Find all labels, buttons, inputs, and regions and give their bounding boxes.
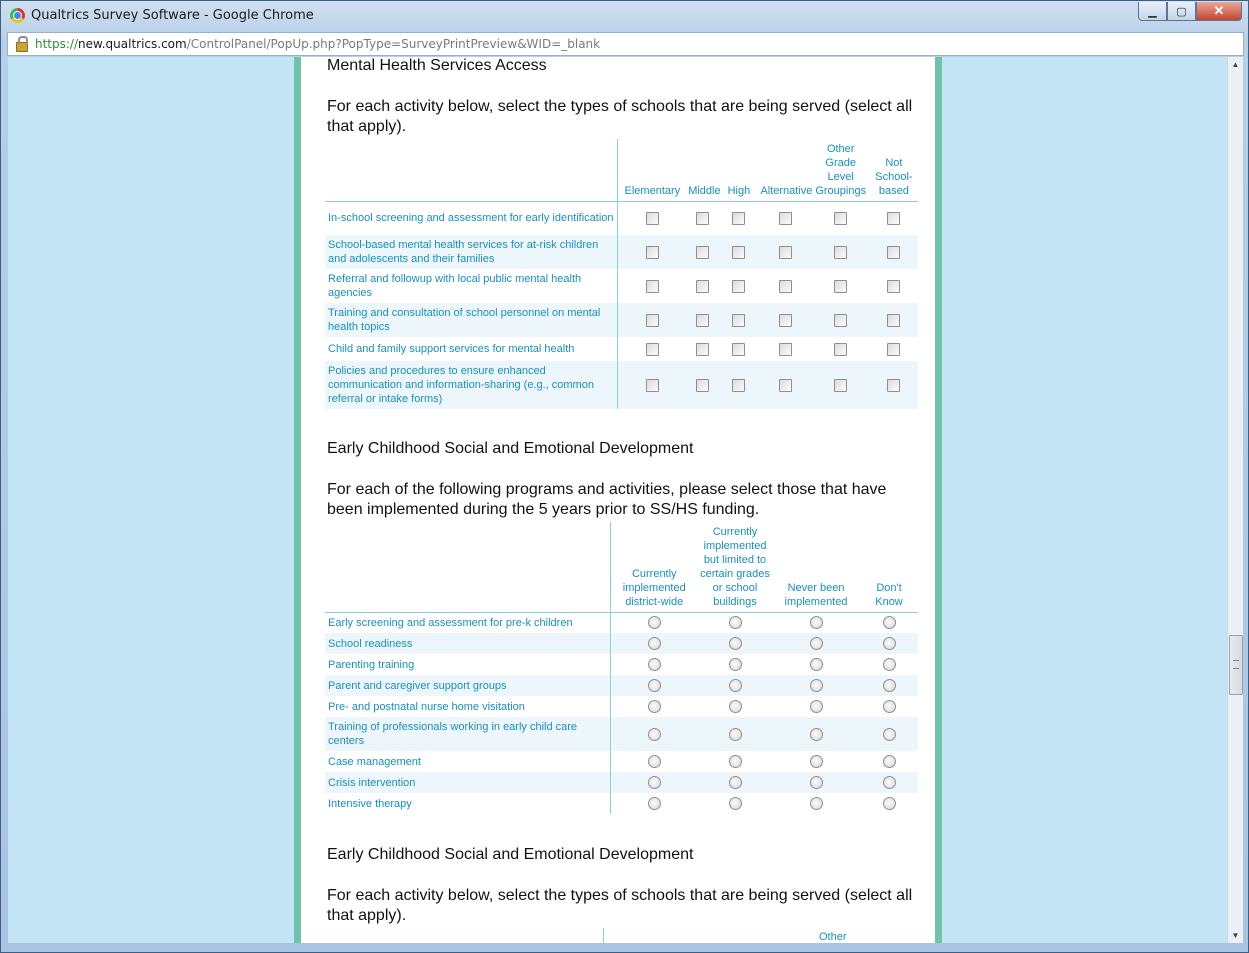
radio-button[interactable] (648, 728, 661, 741)
radio-button[interactable] (883, 755, 896, 768)
radio-button[interactable] (883, 700, 896, 713)
checkbox[interactable] (834, 314, 847, 327)
matrix-cell (686, 337, 719, 361)
matrix-row (325, 303, 918, 337)
matrix-cell (610, 612, 698, 633)
matrix-cell (860, 633, 918, 654)
matrix-cell (610, 751, 698, 772)
radio-button[interactable] (729, 637, 742, 650)
row-label: Early screening and assessment for pre-k children (325, 612, 610, 633)
matrix-row (325, 696, 918, 717)
matrix-cell (870, 235, 918, 269)
matrix-cell (758, 361, 811, 409)
matrix-cell (610, 696, 698, 717)
checkbox[interactable] (646, 343, 659, 356)
matrix-row (325, 201, 918, 235)
title-bar[interactable] (1, 1, 1248, 31)
row-label: Policies and procedures to ensure enhanced communication and information-sharing (e.g., common referral or intake forms) (325, 361, 618, 409)
radio-button[interactable] (883, 797, 896, 810)
radio-button[interactable] (648, 637, 661, 650)
matrix-cell (618, 201, 686, 235)
matrix-cell (758, 235, 811, 269)
checkbox[interactable] (646, 314, 659, 327)
matrix-cell (812, 235, 870, 269)
scroll-up-arrow-icon[interactable]: ▲ (1231, 60, 1240, 69)
radio-button[interactable] (729, 616, 742, 629)
matrix-cell (772, 612, 860, 633)
radio-button[interactable] (810, 637, 823, 650)
matrix-cell (870, 303, 918, 337)
url-path: /ControlPanel/PopUp.php?PopType=SurveyPrintPreview&WID=_blank (186, 37, 601, 51)
checkbox[interactable] (696, 379, 709, 392)
vertical-scrollbar[interactable] (1227, 57, 1243, 943)
matrix-cell (812, 337, 870, 361)
matrix-cell (860, 717, 918, 751)
checkbox[interactable] (887, 280, 900, 293)
matrix-cell (686, 361, 719, 409)
matrix-cell (698, 751, 772, 772)
matrix-cell (860, 612, 918, 633)
checkbox[interactable] (834, 379, 847, 392)
lock-icon (16, 42, 28, 52)
checkbox[interactable] (732, 314, 745, 327)
radio-button[interactable] (729, 728, 742, 741)
radio-button[interactable] (883, 616, 896, 629)
checkbox[interactable] (732, 379, 745, 392)
checkbox[interactable] (696, 343, 709, 356)
url-host: new.qualtrics.com (78, 37, 187, 51)
matrix-row (325, 361, 918, 409)
matrix-cell (698, 772, 772, 793)
matrix-cell (860, 654, 918, 675)
radio-button[interactable] (883, 658, 896, 671)
radio-button[interactable] (810, 679, 823, 692)
column-header: Don't Know (860, 522, 918, 612)
row-label: Crisis intervention (325, 772, 610, 793)
matrix-cell (812, 303, 870, 337)
matrix-cell (812, 201, 870, 235)
matrix-cell (758, 303, 811, 337)
row-label: Parent and caregiver support groups (325, 675, 610, 696)
matrix-cell (686, 201, 719, 235)
section-title: Early Childhood Social and Emotional Development (327, 846, 694, 863)
radio-button[interactable] (883, 776, 896, 789)
matrix-cell (719, 303, 758, 337)
row-label: School-based mental health services for at-risk children and adolescents and their families (325, 235, 618, 269)
column-header: Currently implemented district-wide (610, 522, 698, 612)
matrix-row (325, 717, 918, 751)
row-label: Intensive therapy (325, 793, 610, 814)
checkbox[interactable] (887, 379, 900, 392)
checkbox[interactable] (696, 246, 709, 259)
matrix-cell (758, 269, 811, 303)
matrix-row (325, 337, 918, 361)
matrix-cell (618, 337, 686, 361)
matrix-corner (325, 139, 618, 201)
matrix-cell (860, 793, 918, 814)
checkbox[interactable] (696, 314, 709, 327)
row-label: Training and consultation of school personnel on mental health topics (325, 303, 618, 337)
matrix-cell (618, 235, 686, 269)
matrix-cell (686, 235, 719, 269)
checkbox[interactable] (834, 212, 847, 225)
radio-button[interactable] (729, 700, 742, 713)
matrix-cell (772, 772, 860, 793)
column-header: Other Grade Level Groupings (812, 139, 870, 201)
matrix-cell (772, 633, 860, 654)
matrix-cell (610, 654, 698, 675)
radio-button[interactable] (883, 728, 896, 741)
column-header: Alternative (758, 139, 811, 201)
matrix-cell (772, 675, 860, 696)
checkbox[interactable] (732, 212, 745, 225)
matrix-cell (772, 696, 860, 717)
radio-button[interactable] (648, 776, 661, 789)
column-header: Never been implemented (772, 522, 860, 612)
column-header: High (719, 139, 758, 201)
row-label: Training of professionals working in early child care centers (325, 717, 610, 751)
matrix-cell (772, 717, 860, 751)
checkbox[interactable] (887, 314, 900, 327)
matrix-cell (618, 361, 686, 409)
matrix-cell (698, 717, 772, 751)
checkbox[interactable] (779, 343, 792, 356)
matrix-table (325, 522, 918, 814)
close-button[interactable]: ✕ (1196, 2, 1242, 21)
minimize-button[interactable]: ▁ (1138, 2, 1167, 21)
matrix-row (325, 633, 918, 654)
checkbox[interactable] (732, 246, 745, 259)
matrix-row (325, 654, 918, 675)
column-header: Not School-based (870, 139, 918, 201)
checkbox[interactable] (779, 246, 792, 259)
matrix-divider (603, 928, 604, 943)
matrix-cell (698, 654, 772, 675)
radio-button[interactable] (810, 755, 823, 768)
radio-button[interactable] (810, 797, 823, 810)
checkbox[interactable] (779, 379, 792, 392)
page-viewport (8, 57, 1227, 943)
matrix-cell (870, 269, 918, 303)
row-label: In-school screening and assessment for early identification (325, 201, 618, 235)
checkbox[interactable] (696, 212, 709, 225)
matrix-corner (325, 522, 610, 612)
column-header: Elementary (618, 139, 686, 201)
maximize-button[interactable]: ▢ (1167, 2, 1196, 21)
matrix-cell (772, 793, 860, 814)
matrix-row (325, 612, 918, 633)
matrix-cell (719, 361, 758, 409)
window-controls (1138, 2, 1242, 21)
matrix-cell (860, 772, 918, 793)
radio-button[interactable] (883, 679, 896, 692)
matrix-cell (698, 612, 772, 633)
radio-button[interactable] (729, 679, 742, 692)
radio-button[interactable] (810, 658, 823, 671)
radio-button[interactable] (883, 637, 896, 650)
matrix-cell (719, 337, 758, 361)
matrix-cell (618, 269, 686, 303)
row-label: Case management (325, 751, 610, 772)
url-text[interactable] (35, 37, 600, 51)
matrix-cell (870, 201, 918, 235)
scroll-down-arrow-icon[interactable]: ▼ (1231, 931, 1240, 940)
matrix-cell (698, 633, 772, 654)
matrix-cell (812, 269, 870, 303)
radio-button[interactable] (648, 679, 661, 692)
matrix-cell (618, 303, 686, 337)
matrix-row (325, 235, 918, 269)
matrix-cell (870, 361, 918, 409)
radio-button[interactable] (648, 755, 661, 768)
chrome-logo-icon (10, 8, 25, 23)
row-label: Pre- and postnatal nurse home visitation (325, 696, 610, 717)
matrix-cell (758, 337, 811, 361)
checkbox[interactable] (887, 246, 900, 259)
radio-button[interactable] (648, 658, 661, 671)
column-header: Middle (686, 139, 719, 201)
radio-button[interactable] (729, 658, 742, 671)
address-bar[interactable] (7, 32, 1244, 56)
matrix-cell (686, 303, 719, 337)
matrix-row (325, 675, 918, 696)
matrix-cell (698, 675, 772, 696)
radio-button[interactable] (648, 616, 661, 629)
question-prompt: For each activity below, select the types of schools that are being served (select all that apply). (327, 887, 913, 924)
matrix-cell (610, 793, 698, 814)
matrix-cell (860, 751, 918, 772)
matrix-cell (719, 269, 758, 303)
section-title: Early Childhood Social and Emotional Development (327, 440, 694, 457)
checkbox[interactable] (732, 343, 745, 356)
radio-button[interactable] (648, 700, 661, 713)
matrix-cell (610, 772, 698, 793)
matrix-cell (610, 717, 698, 751)
section-title: Mental Health Services Access (327, 57, 547, 74)
matrix-cell (610, 675, 698, 696)
row-label: Parenting training (325, 654, 610, 675)
radio-button[interactable] (729, 755, 742, 768)
matrix-cell (870, 337, 918, 361)
checkbox[interactable] (779, 280, 792, 293)
matrix-cell (719, 201, 758, 235)
matrix-cell (758, 201, 811, 235)
matrix-table (325, 139, 918, 409)
row-label: Referral and followup with local public mental health agencies (325, 269, 618, 303)
matrix-cell (610, 633, 698, 654)
survey-page (294, 57, 942, 943)
matrix-cell (860, 675, 918, 696)
checkbox[interactable] (646, 280, 659, 293)
checkbox[interactable] (646, 379, 659, 392)
radio-button[interactable] (729, 797, 742, 810)
matrix-row (325, 269, 918, 303)
column-header: Other (819, 931, 847, 943)
matrix-row (325, 772, 918, 793)
checkbox[interactable] (887, 212, 900, 225)
radio-button[interactable] (810, 700, 823, 713)
matrix-cell (860, 696, 918, 717)
scroll-thumb[interactable] (1229, 635, 1243, 695)
checkbox[interactable] (779, 314, 792, 327)
matrix-cell (686, 269, 719, 303)
column-header: Currently implemented but limited to certain grades or school buildings (698, 522, 772, 612)
radio-button[interactable] (810, 616, 823, 629)
question-prompt: For each activity below, select the types of schools that are being served (select all that apply). (327, 98, 913, 135)
matrix-row (325, 793, 918, 814)
checkbox[interactable] (834, 246, 847, 259)
url-scheme: https:// (35, 37, 79, 51)
window-title: Qualtrics Survey Software - Google Chrome (31, 8, 314, 23)
matrix-cell (812, 361, 870, 409)
checkbox[interactable] (834, 280, 847, 293)
question-prompt: For each of the following programs and activities, please select those that have been implemented during the 5 years prior to SS/HS funding. (327, 481, 887, 518)
checkbox[interactable] (696, 280, 709, 293)
checkbox[interactable] (732, 280, 745, 293)
radio-button[interactable] (810, 776, 823, 789)
checkbox[interactable] (646, 212, 659, 225)
matrix-cell (719, 235, 758, 269)
radio-button[interactable] (810, 728, 823, 741)
matrix-cell (772, 751, 860, 772)
radio-button[interactable] (648, 797, 661, 810)
matrix-cell (698, 793, 772, 814)
radio-button[interactable] (729, 776, 742, 789)
matrix-cell (698, 696, 772, 717)
matrix-cell (772, 654, 860, 675)
checkbox[interactable] (834, 343, 847, 356)
checkbox[interactable] (646, 246, 659, 259)
checkbox[interactable] (887, 343, 900, 356)
row-label: School readiness (325, 633, 610, 654)
checkbox[interactable] (779, 212, 792, 225)
matrix-row (325, 751, 918, 772)
row-label: Child and family support services for mental health (325, 337, 618, 361)
